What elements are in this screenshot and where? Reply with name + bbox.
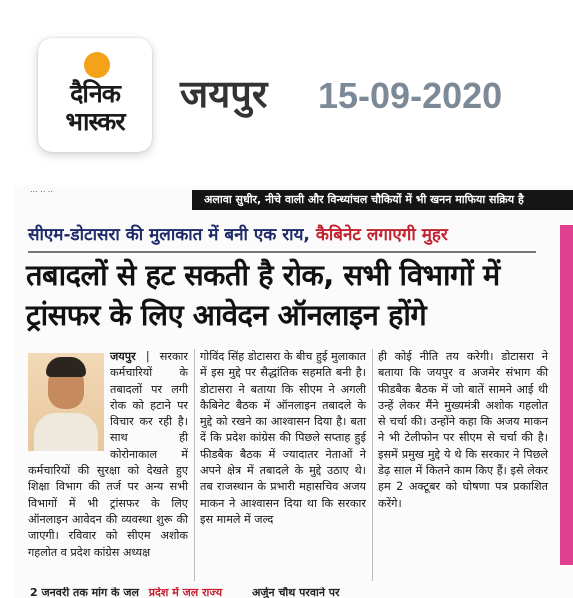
- sun-icon: [84, 52, 110, 78]
- article-column-2: गोविंद सिंह डोटासरा के बीच हुई मुलाकात में इस मुद्दे पर सैद्धांतिक सहमति बनी है। डोटासरा ने बताया कि सीएम ने अगली कैबिनेट बैठक में ऑनलाइन तबादले के मुद्दे को रखने का आश्वासन दिया है। बता दें कि प्रदेश कांग्रेस की पिछले सप्ताह हुई फीडबैक बैठक में ज्यादातर नेताओं ने अपने क्षेत्र में तबादले के मुद्दे उठाए थे। तब राजस्थान के प्रभारी महासचिव अजय माकन ने आश्वासन दिया था कि सरकार इस मामले में जल्द: [200, 350, 366, 526]
- logo-text-line1: दैनिक: [70, 79, 120, 108]
- dainik-bhaskar-logo: [38, 38, 152, 152]
- kicker-part1: सीएम-डोटासरा की मुलाकात में बनी एक राय,: [28, 225, 310, 245]
- article-column-1: [28, 349, 188, 561]
- column-1-text: | सरकार कर्मचारियों के तबादलों पर लगी रोक को हटाने पर विचार कर रही है। साथ ही कोरोनाकाल में कर्मचारियों की सुरक्षा को देखते हुए शिक्षा विभाग की तर्ज पर अन्य सभी विभागों में भी ट्रांसफर के लिए ऑनलाइन आवेदन की व्यवस्था शुरू की जाएगी। रविवार को सीएम अशोक गहलोत व प्रदेश कांग्रेस अध्यक्ष: [28, 350, 189, 559]
- article-column-3: ही कोई नीति तय करेगी। डोटासरा ने बताया कि जयपुर व अजमेर संभाग की फीडबैक बैठक में जो बातें सामने आई थी उन्हें लेकर मैंने मुख्यमंत्री अशोक गहलोत से चर्चा की। उन्होंने कहा कि अजय माकन ने भी टेलीफोन पर सीएम से चर्चा की है। इसमें प्रमुख मुद्दे ये थे कि सरकार ने पिछले डेढ़ साल में कितने काम किए हैं। इसे लेकर हम 2 अक्टूबर को घोषणा पत्र प्रकाशित करेंगे।: [378, 350, 548, 510]
- kicker-part2: कैबिनेट लगाएगी मुहर: [315, 225, 448, 245]
- top-fragment-text: ... .. ..: [30, 185, 53, 194]
- column-divider: [372, 349, 373, 581]
- edition-city: जयपुर: [180, 72, 268, 116]
- logo-text-line2: भास्कर: [65, 107, 125, 136]
- newspaper-clipping: [14, 185, 573, 598]
- edition-date: 15-09-2020: [318, 75, 503, 116]
- header: [0, 0, 573, 190]
- article-headline: तबादलों से हट सकती है रोक, सभी विभागों में ट्रांसफर के लिए आवेदन ऑनलाइन होंगे: [26, 258, 500, 332]
- bottom-cut-headlines: [14, 587, 573, 598]
- bottom-headline-2: प्रदेश में जल राज्य: [148, 587, 223, 598]
- kicker-underline: [28, 251, 536, 253]
- person-photo: [28, 353, 104, 451]
- dateline: जयपुर: [110, 350, 136, 363]
- bottom-headline-3: अर्जुन चौथ परवाने पर: [251, 587, 340, 598]
- bottom-headline-1: 2 जनवरी तक मांग के जल: [30, 587, 139, 598]
- side-accent-bar: [560, 225, 573, 565]
- column-divider: [194, 349, 195, 581]
- kicker-line: [28, 221, 448, 249]
- news-banner: अलावा सुधीर, नीचे वाली और विन्ध्यांचल चौकियों में भी खनन माफिया सक्रिय है: [192, 190, 573, 210]
